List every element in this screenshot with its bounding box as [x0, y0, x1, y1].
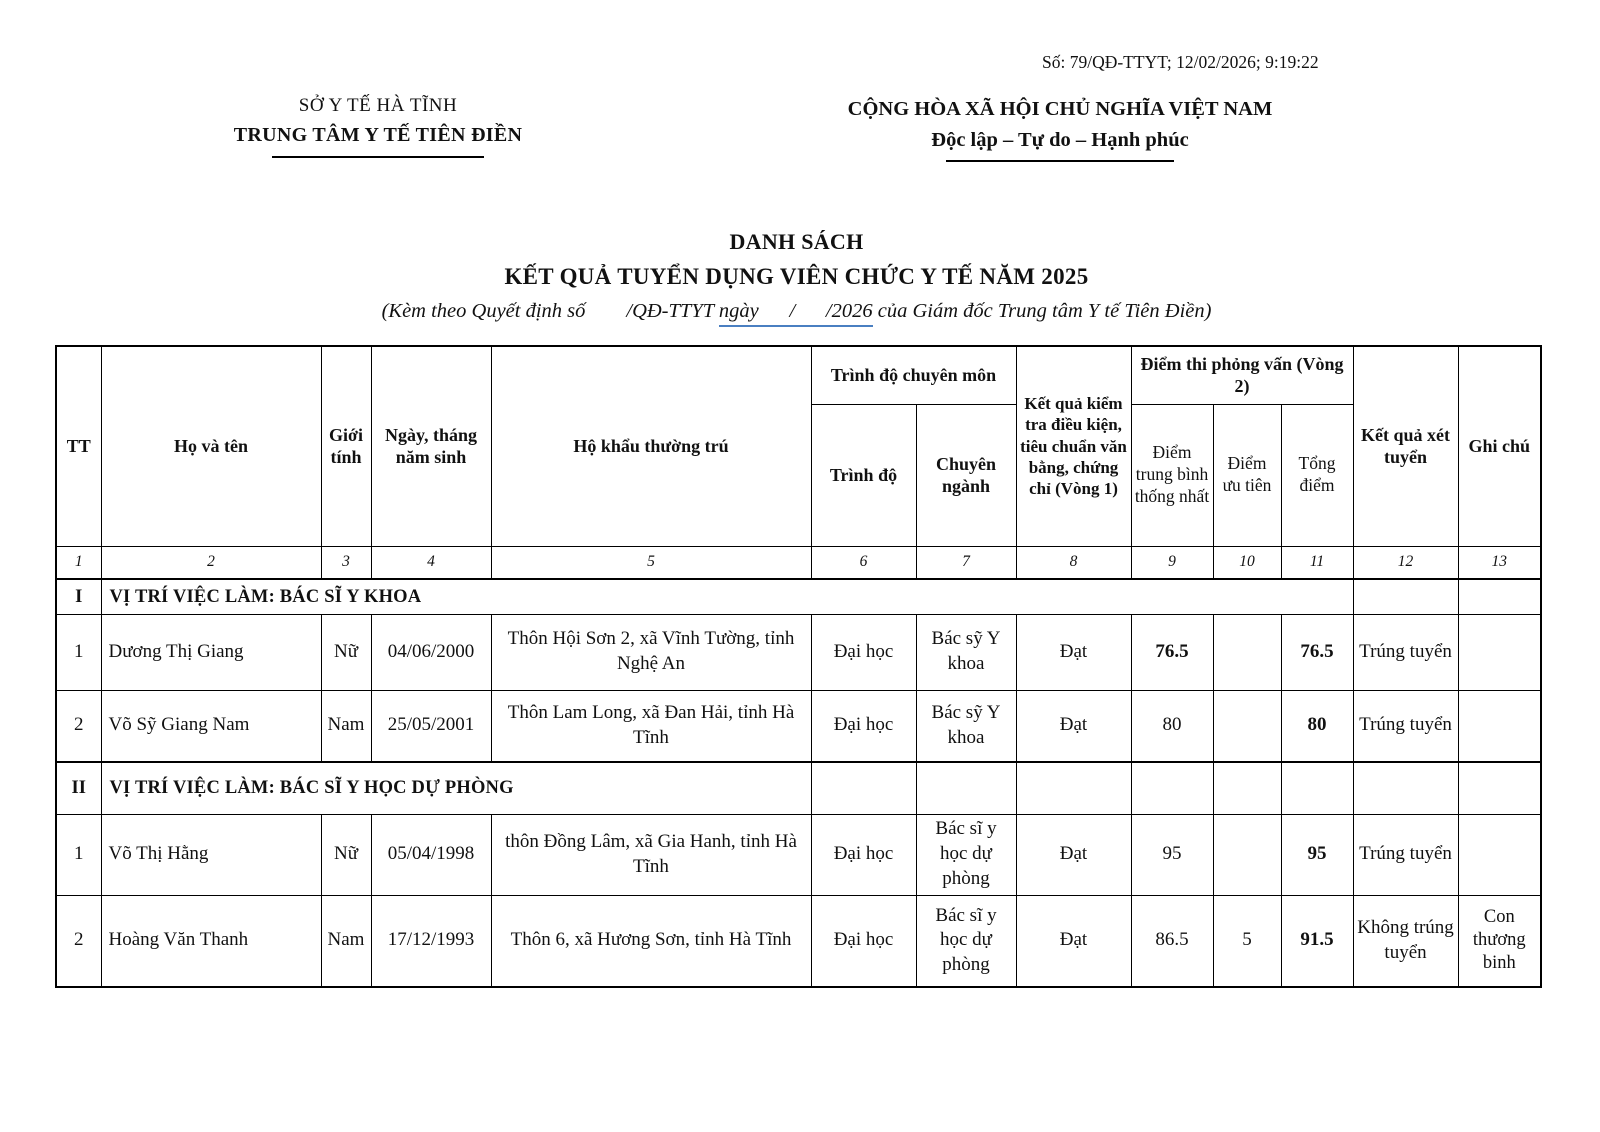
- col-num-6: 6: [811, 546, 916, 579]
- cell-major: Bác sỹ Y khoa: [916, 690, 1016, 762]
- cell-degree: Đại học: [811, 690, 916, 762]
- cell-priority-score: 5: [1213, 895, 1281, 987]
- cell-tt: 2: [56, 690, 101, 762]
- cell-round1: Đạt: [1016, 690, 1131, 762]
- cell-result: Không trúng tuyển: [1353, 895, 1458, 987]
- header-name: Họ và tên: [101, 346, 321, 546]
- cell-total-score: 95: [1281, 814, 1353, 895]
- header-tt: TT: [56, 346, 101, 546]
- section-empty-cell: [1353, 579, 1458, 614]
- section-empty-cell: [811, 762, 916, 814]
- issuing-org-block: [168, 93, 588, 158]
- cell-priority-score: [1213, 690, 1281, 762]
- cell-round1: Đạt: [1016, 814, 1131, 895]
- col-num-12: 12: [1353, 546, 1458, 579]
- document-title-line1: DANH SÁCH: [729, 229, 864, 254]
- cell-gender: Nữ: [321, 614, 371, 690]
- col-num-7: 7: [916, 546, 1016, 579]
- national-motto-line1: CỘNG HÒA XÃ HỘI CHỦ NGHĨA VIỆT NAM: [847, 98, 1273, 120]
- section-title: VỊ TRÍ VIỆC LÀM: BÁC SĨ Y KHOA: [101, 579, 1353, 614]
- col-num-11: 11: [1281, 546, 1353, 579]
- section-index: II: [56, 762, 101, 814]
- header-degree: Trình độ: [811, 404, 916, 546]
- org-parent-name: SỞ Y TẾ HÀ TĨNH: [298, 95, 458, 116]
- col-num-8: 8: [1016, 546, 1131, 579]
- cell-note: [1458, 614, 1541, 690]
- document-number-line: Số: 79/QĐ-TTYT; 12/02/2026; 9:19:22: [1042, 52, 1319, 72]
- cell-dob: 25/05/2001: [371, 690, 491, 762]
- results-table-wrapper: [55, 345, 1542, 988]
- section-empty-cell: [1458, 762, 1541, 814]
- cell-dob: 17/12/1993: [371, 895, 491, 987]
- motto-underline-rule: [946, 160, 1174, 162]
- results-table: [55, 345, 1542, 988]
- header-qualification-group: Trình độ chuyên môn: [811, 346, 1016, 404]
- table-row: [56, 614, 1541, 690]
- cell-degree: Đại học: [811, 814, 916, 895]
- section-empty-cell: [1131, 762, 1213, 814]
- col-num-5: 5: [491, 546, 811, 579]
- cell-degree: Đại học: [811, 614, 916, 690]
- subtitle-part3: của Giám đốc Trung tâm Y tế Tiên Điền): [872, 300, 1212, 323]
- col-num-2: 2: [101, 546, 321, 579]
- col-num-10: 10: [1213, 546, 1281, 579]
- col-num-13: 13: [1458, 546, 1541, 579]
- cell-result: Trúng tuyển: [1353, 614, 1458, 690]
- col-num-3: 3: [321, 546, 371, 579]
- cell-address: thôn Đồng Lâm, xã Gia Hanh, tỉnh Hà Tĩnh: [491, 814, 811, 895]
- subtitle-part1: (Kèm theo Quyết định số /QĐ-TTYT: [381, 300, 719, 323]
- col-num-1: 1: [56, 546, 101, 579]
- cell-degree: Đại học: [811, 895, 916, 987]
- cell-round1: Đạt: [1016, 895, 1131, 987]
- section-empty-cell: [1213, 762, 1281, 814]
- cell-dob: 05/04/1998: [371, 814, 491, 895]
- cell-round1: Đạt: [1016, 614, 1131, 690]
- cell-gender: Nam: [321, 690, 371, 762]
- header-priority-score: Điểm ưu tiên: [1213, 404, 1281, 546]
- col-num-9: 9: [1131, 546, 1213, 579]
- cell-tt: 1: [56, 614, 101, 690]
- section-empty-cell: [916, 762, 1016, 814]
- table-row: [56, 690, 1541, 762]
- table-row: [56, 895, 1541, 987]
- cell-major: Bác sĩ y học dự phòng: [916, 814, 1016, 895]
- cell-total-score: 91.5: [1281, 895, 1353, 987]
- document-subtitle: [55, 298, 1538, 325]
- cell-major: Bác sĩ y học dự phòng: [916, 895, 1016, 987]
- cell-note: [1458, 690, 1541, 762]
- title-block: [55, 228, 1538, 325]
- cell-total-score: 80: [1281, 690, 1353, 762]
- section-empty-cell: [1353, 762, 1458, 814]
- cell-result: Trúng tuyển: [1353, 814, 1458, 895]
- header-dob: Ngày, tháng năm sinh: [371, 346, 491, 546]
- subtitle-blank-underlined: ngày / /2026: [719, 300, 873, 327]
- org-underline-rule: [272, 156, 484, 158]
- header-avg-score: Điểm trung bình thống nhất: [1131, 404, 1213, 546]
- cell-avg-score: 86.5: [1131, 895, 1213, 987]
- cell-avg-score: 80: [1131, 690, 1213, 762]
- cell-avg-score: 76.5: [1131, 614, 1213, 690]
- cell-name: Võ Sỹ Giang Nam: [101, 690, 321, 762]
- header-total-score: Tổng điểm: [1281, 404, 1353, 546]
- cell-gender: Nữ: [321, 814, 371, 895]
- national-motto-line2: Độc lập – Tự do – Hạnh phúc: [931, 128, 1189, 151]
- table-row: [56, 814, 1541, 895]
- header-result: Kết quả xét tuyển: [1353, 346, 1458, 546]
- header-interview-group: Điểm thi phỏng vấn (Vòng 2): [1131, 346, 1353, 404]
- header-round1: Kết quả kiểm tra điều kiện, tiêu chuẩn văn bằng, chứng chỉ (Vòng 1): [1016, 346, 1131, 546]
- cell-name: Võ Thị Hằng: [101, 814, 321, 895]
- col-num-4: 4: [371, 546, 491, 579]
- cell-gender: Nam: [321, 895, 371, 987]
- org-name: TRUNG TÂM Y TẾ TIÊN ĐIỀN: [233, 123, 523, 146]
- cell-major: Bác sỹ Y khoa: [916, 614, 1016, 690]
- cell-priority-score: [1213, 814, 1281, 895]
- header-major: Chuyên ngành: [916, 404, 1016, 546]
- section-row-2: [56, 762, 1541, 814]
- section-empty-cell: [1458, 579, 1541, 614]
- national-header-block: [810, 96, 1310, 162]
- cell-priority-score: [1213, 614, 1281, 690]
- section-title: VỊ TRÍ VIỆC LÀM: BÁC SĨ Y HỌC DỰ PHÒNG: [101, 762, 811, 814]
- header-gender: Giới tính: [321, 346, 371, 546]
- cell-name: Dương Thị Giang: [101, 614, 321, 690]
- cell-note: [1458, 814, 1541, 895]
- cell-tt: 2: [56, 895, 101, 987]
- cell-address: Thôn Hội Sơn 2, xã Vĩnh Tường, tỉnh Nghệ An: [491, 614, 811, 690]
- cell-address: Thôn Lam Long, xã Đan Hải, tỉnh Hà Tĩnh: [491, 690, 811, 762]
- column-number-row: [56, 546, 1541, 579]
- section-empty-cell: [1016, 762, 1131, 814]
- cell-address: Thôn 6, xã Hương Sơn, tỉnh Hà Tĩnh: [491, 895, 811, 987]
- section-row-1: [56, 579, 1541, 614]
- section-empty-cell: [1281, 762, 1353, 814]
- header-note: Ghi chú: [1458, 346, 1541, 546]
- cell-note: Con thương binh: [1458, 895, 1541, 987]
- cell-name: Hoàng Văn Thanh: [101, 895, 321, 987]
- cell-result: Trúng tuyển: [1353, 690, 1458, 762]
- cell-avg-score: 95: [1131, 814, 1213, 895]
- cell-tt: 1: [56, 814, 101, 895]
- cell-dob: 04/06/2000: [371, 614, 491, 690]
- document-title-line2: KẾT QUẢ TUYỂN DỤNG VIÊN CHỨC Y TẾ NĂM 2025: [504, 263, 1089, 289]
- section-index: I: [56, 579, 101, 614]
- header-address: Hộ khẩu thường trú: [491, 346, 811, 546]
- cell-total-score: 76.5: [1281, 614, 1353, 690]
